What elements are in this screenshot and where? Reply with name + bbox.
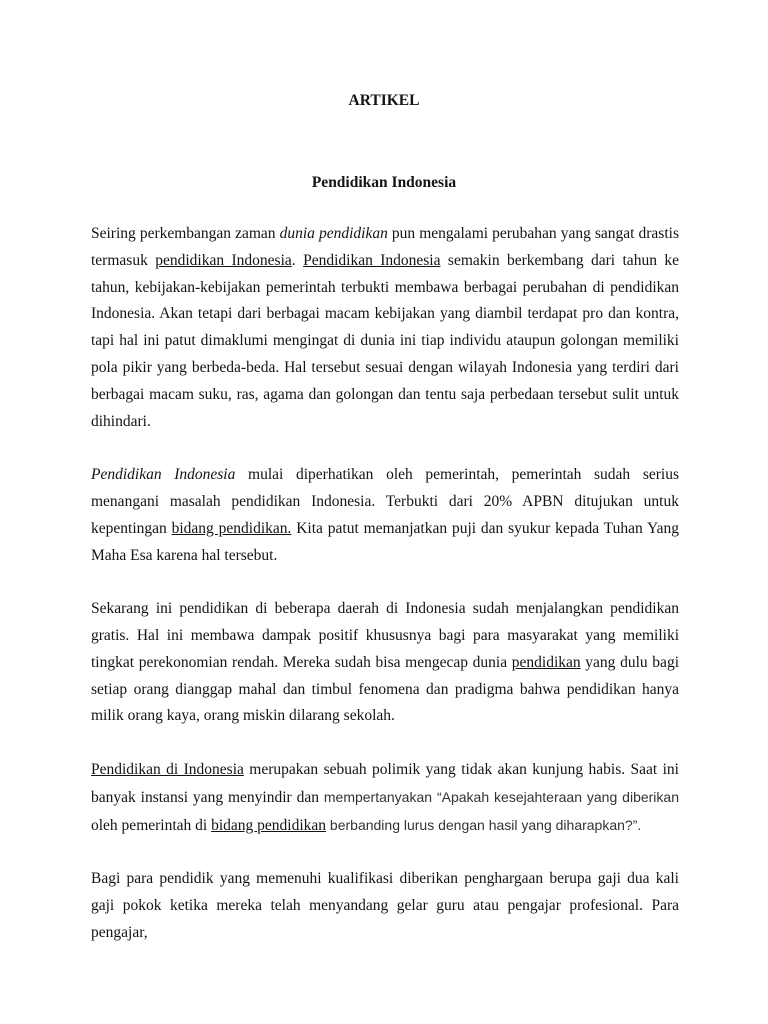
p4-link-1[interactable]: Pendidikan di Indonesia: [91, 760, 244, 778]
p3-link[interactable]: pendidikan: [511, 653, 581, 671]
article-title: Pendidikan Indonesia: [311, 174, 457, 191]
p4-link-2[interactable]: bidang pendidikan: [211, 816, 327, 834]
p1-text: semakin berkembang dari tahun ke tahun, kebijakan-kebijakan pemerintah terbukti membawa berbagai perubahan di pendidikan Indonesia. Akan tetapi dari berbagai macam kebijakan yang diambil terdapat pro dan kontra, tapi hal ini patut dimaklumi mengingat di dunia ini tiap individu ataupun golongan memiliki pola pikir yang berbeda-beda. Hal tersebut sesuai dengan wilayah Indonesia yang terdiri dari berbagai macam suku, ras, agama dan golongan dan tentu saja perbedaan tersebut sulit untuk dihindari.: [91, 251, 679, 430]
p5-text: Bagi para pendidik yang memenuhi kualifikasi diberikan penghargaan berupa gaji dua kali gaji pokok ketika mereka telah menyandang gelar guru atau pengajar profesional. Para pengajar,: [91, 870, 679, 941]
document-title: ARTIKEL: [348, 92, 420, 109]
paragraph-1: [91, 221, 679, 435]
paragraph-2: [91, 462, 679, 569]
p3-text: yang dulu bagi setiap orang dianggap mahal dan timbul fenomena dan pradigma bahwa pendidikan hanya milik orang kaya, orang miskin dilarang sekolah.: [91, 653, 679, 725]
p2-text: Kita patut memanjatkan puji dan syukur kepada Tuhan Yang Maha Esa karena hal tersebut.: [91, 519, 679, 564]
p2-link[interactable]: bidang pendidikan.: [171, 519, 292, 537]
paragraph-3: [91, 596, 679, 730]
p4-text: oleh pemerintah di: [91, 816, 212, 834]
paragraph-4: [91, 757, 679, 839]
p1-text: .: [291, 251, 304, 269]
p1-text: Seiring perkembangan zaman: [91, 225, 280, 242]
paragraph-5: [91, 866, 679, 946]
article-body: [91, 221, 679, 973]
p2-text: mulai diperhatikan oleh pemerintah, pemerintah sudah serius menangani masalah pendidikan Indonesia. Terbukti dari 20% APBN ditujukan untuk kepentingan: [91, 466, 679, 537]
p3-text: Sekarang ini pendidikan di beberapa daerah di Indonesia sudah menjalangkan pendidikan gratis. Hal ini membawa dampak positif khususnya bagi para masyarakat yang memiliki tingkat perekonomian rendah. Mereka sudah bisa mengecap dunia: [91, 600, 679, 671]
p4-text: merupakan sebuah polimik yang tidak akan kunjung habis. Saat ini banyak instansi yang menyindir dan: [91, 760, 679, 806]
p1-link-2[interactable]: Pendidikan Indonesia: [303, 251, 441, 269]
p2-italic: Pendidikan Indonesia: [91, 466, 236, 484]
p1-italic: dunia pendidikan: [279, 225, 388, 242]
p1-text: pun mengalami perubahan yang sangat drastis termasuk: [91, 225, 679, 269]
p4-quote-end: berbanding lurus dengan hasil yang diharapkan?”.: [326, 816, 642, 833]
p4-quote: mempertanyakan “Apakah kesejahteraan yang diberikan: [323, 788, 679, 805]
p1-link-1[interactable]: pendidikan Indonesia: [155, 251, 292, 269]
